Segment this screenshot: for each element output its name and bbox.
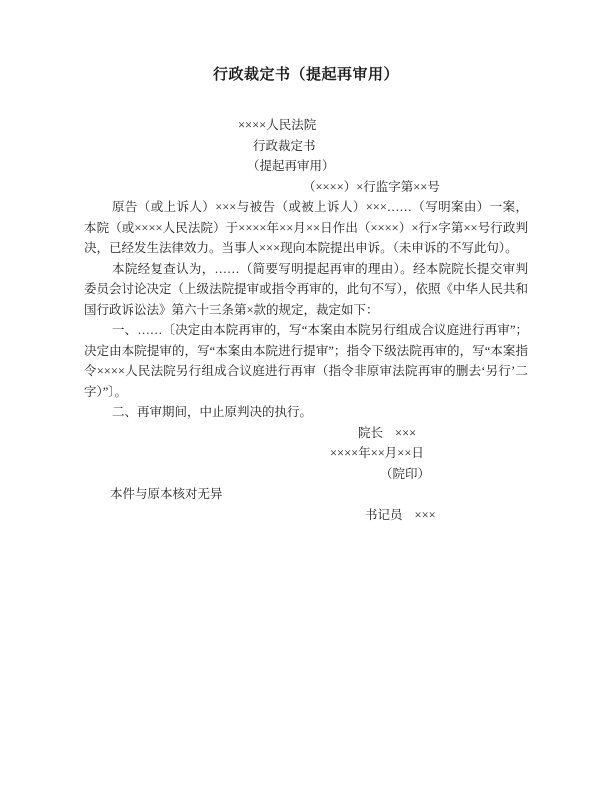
document-body: [84, 197, 528, 423]
president-line: [84, 423, 528, 444]
paragraph-ruling-item-1: 一、……〔决定由本院再审的，写“本案由本院另行组成合议庭进行再审”；决定由本院提审的，写“本案由本院进行提审”；指令下级法院再审的，写“本案指令××××人民法院另行组成合议庭进行再审（指令非原审法院再审的删去‘另行’二字）”〕。: [84, 323, 528, 399]
signature-block: [84, 423, 528, 526]
document-type: 行政裁定书: [253, 138, 316, 153]
court-name: ××××人民法院: [238, 118, 317, 132]
clerk-name: ×××: [414, 507, 436, 522]
paragraph-ruling-item-2: 二、再审期间，中止原判决的执行。: [112, 405, 313, 419]
document-usage: （提起再审用）: [247, 159, 335, 173]
document-header: [84, 115, 528, 197]
president-label: 院长: [358, 425, 384, 440]
court-seal-placeholder: （院印）: [380, 466, 431, 481]
case-number: （××××）×行监字第××号: [303, 179, 440, 194]
document-title: 行政裁定书（提起再审用）: [212, 67, 399, 83]
signature-date: ××××年××月××日: [330, 446, 424, 460]
president-name: ×××: [395, 425, 417, 440]
clerk-line: [84, 505, 528, 526]
clerk-label: 书记员: [365, 507, 403, 522]
verification-note: 本件与原本核对无异: [110, 487, 223, 501]
paragraph-review-opinion: 本院经复查认为，……（简要写明提起再审的理由）。经本院院长提交审判委员会讨论决定（上级法院提审或指令再审的，此句不写），依照《中华人民共和国行政诉讼法》第六十三条第×款的规定，裁定如下：: [84, 261, 528, 317]
paragraph-facts: 原告（或上诉人）×××与被告（或被上诉人）×××……（写明案由）一案，本院（或××××人民法院）于××××年××月××日作出（××××）×行×字第××号行政判决，已经发生法律效力。当事人×××现向本院提出申诉。（未申诉的不写此句）。: [84, 200, 528, 255]
